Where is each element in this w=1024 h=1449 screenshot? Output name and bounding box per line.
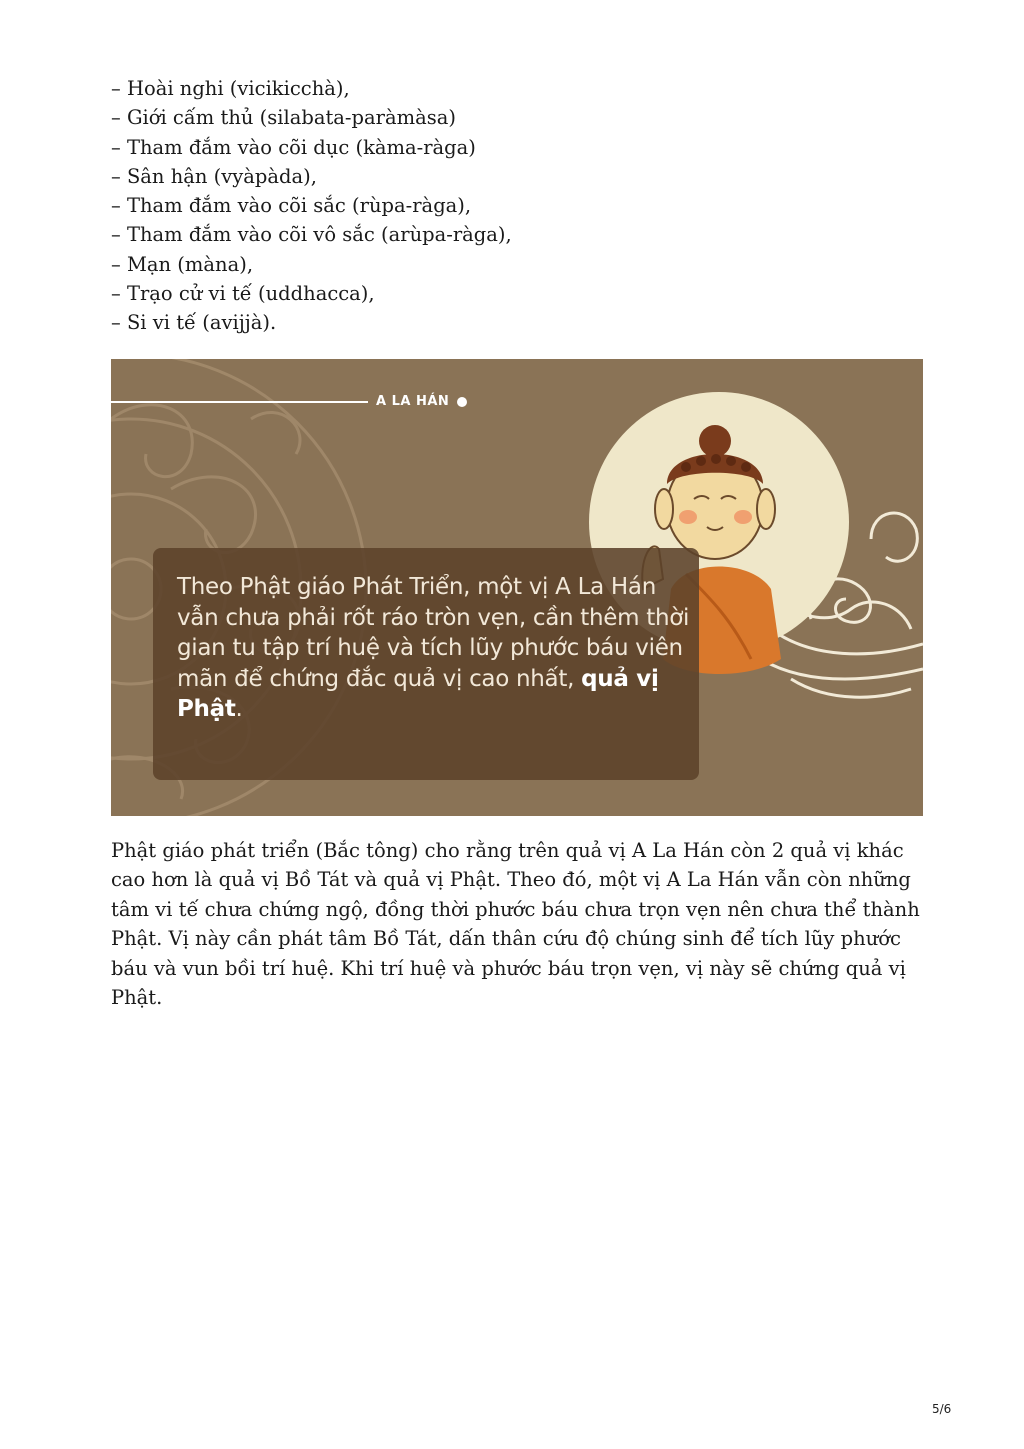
list-item: – Tham đắm vào cõi dục (kàma-ràga): [111, 135, 476, 159]
quote-plain: Theo Phật giáo Phát Triển, một vị A La Hán vẫn chưa phải rốt ráo tròn vẹn, cần thêm thời gian tu tập trí huệ và tích lũy phước báu viên mãn để chứng đắc quả vị cao nhất,: [177, 574, 690, 692]
body-paragraph: Phật giáo phát triển (Bắc tông) cho rằng trên quả vị A La Hán còn 2 quả vị khác cao hơn là quả vị Bồ Tát và quả vị Phật. Theo đó, một vị A La Hán vẫn còn những tâm vi tế chưa chứng ngộ, đồng thời phước báu chưa trọn vẹn nên chưa thể thành Phật. Vị này cần phát tâm Bồ Tát, dấn thân cứu độ chúng sinh để tích lũy phước báu và vun bồi trí huệ. Khi trí huệ và phước báu trọn vẹn, vị này sẽ chứng quả vị Phật.: [111, 839, 920, 1010]
list-item: – Trạo cử vi tế (uddhacca),: [111, 282, 375, 306]
quote-end: .: [235, 696, 243, 722]
quote-box: [153, 548, 699, 780]
list-item: – Si vi tế (avijjà).: [111, 311, 277, 335]
header-dot: [457, 397, 467, 407]
list-item: – Tham đắm vào cõi vô sắc (arùpa-ràga),: [111, 223, 512, 247]
list-item: – Hoài nghi (vicikicchà),: [111, 77, 350, 100]
list-item: – Giới cấm thủ (silabata-paràmàsa): [111, 106, 456, 130]
quote-text: [177, 572, 697, 725]
banner-brand-label: A LA HÁN: [376, 394, 450, 409]
fetter-list: [111, 74, 512, 338]
list-item: – Tham đắm vào cõi sắc (rùpa-ràga),: [111, 194, 472, 218]
list-item: – Mạn (màna),: [111, 252, 254, 276]
list-item: – Sân hận (vyàpàda),: [111, 164, 317, 188]
quote-bold: quả vị Phật: [177, 665, 659, 722]
page-number: 5/6: [932, 1402, 952, 1416]
arhat-banner-image: [111, 359, 923, 816]
